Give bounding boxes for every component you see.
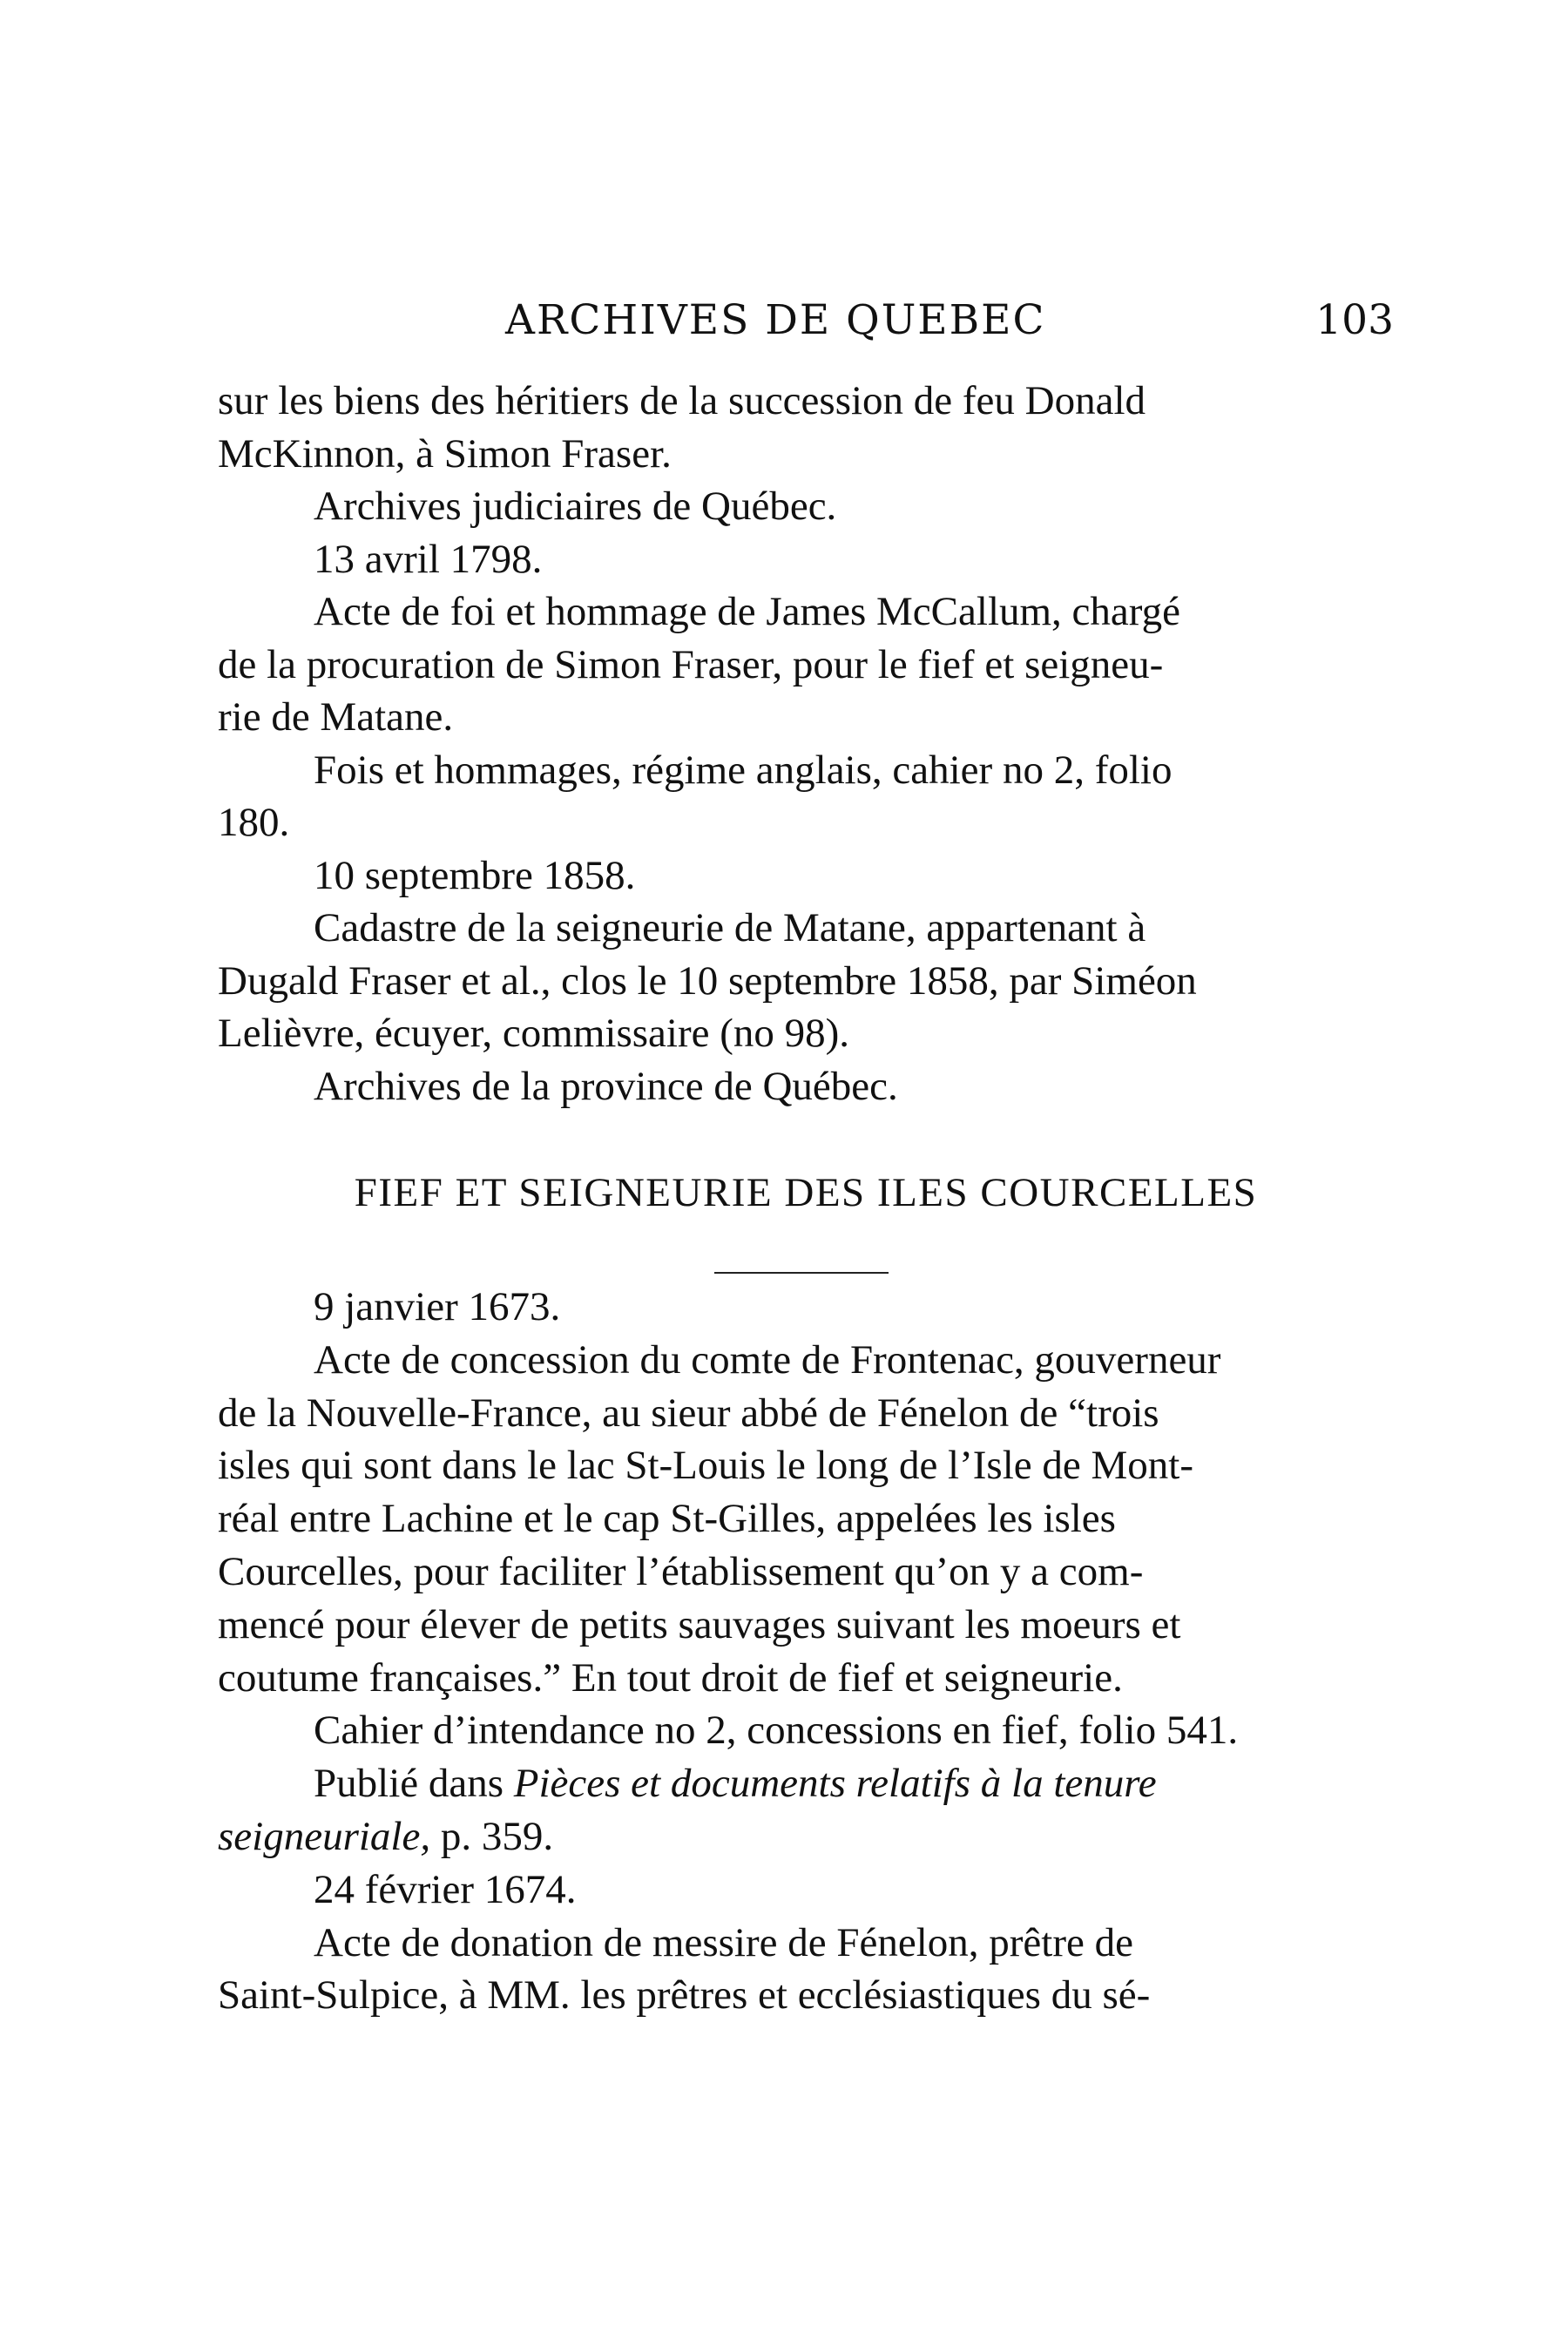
text-line: Acte de concession du comte de Frontenac, gouverneur [314, 1336, 1221, 1383]
text-line: Fois et hommages, régime anglais, cahier no 2, folio [314, 747, 1173, 793]
text-line: de la Nouvelle-France, au sieur abbé de Fénelon de “trois [218, 1390, 1159, 1436]
text-fragment: p. 359. [440, 1813, 554, 1859]
italic-title: Pièces et documents relatifs à la tenure [513, 1761, 1157, 1807]
text-fragment: Publié dans [314, 1761, 504, 1807]
running-header [218, 296, 1394, 357]
text-line: Cahier d’intendance no 2, concessions en fief, folio 541. [314, 1708, 1239, 1754]
text-line: isles qui sont dans le lac St-Louis le long de l’Isle de Mont- [218, 1443, 1193, 1489]
text-line: Saint-Sulpice, à MM. les prêtres et ecclésiastiques du sé- [218, 1972, 1151, 2019]
text-line: rie de Matane. [218, 694, 454, 740]
date-line: 10 septembre 1858. [314, 852, 636, 898]
text-line: Dugald Fraser et al., clos le 10 septembre 1858, par Siméon [218, 957, 1197, 1004]
text-line: mencé pour élever de petits sauvages suivant les moeurs et [218, 1601, 1181, 1647]
text-line: coutume françaises.” En tout droit de fief et seigneurie. [218, 1654, 1123, 1701]
heading-rule [714, 1272, 889, 1274]
section-matane-continued [218, 375, 1394, 1113]
page-number: 103 [1315, 296, 1394, 344]
text-line [218, 1810, 1394, 1863]
date-line: 24 février 1674. [314, 1866, 577, 1912]
section-heading: FIEF ET SEIGNEURIE DES ILES COURCELLES [354, 1170, 1258, 1215]
running-title: ARCHIVES DE QUEBEC [505, 296, 1046, 344]
text-line: sur les biens des héritiers de la succession de feu Donald [218, 378, 1146, 423]
text-line: Acte de foi et hommage de James McCallum, chargé [314, 589, 1180, 634]
date-line: 9 janvier 1673. [314, 1284, 561, 1329]
italic-title: seigneuriale, [218, 1813, 431, 1859]
text-line: Cadastre de la seigneurie de Matane, appartenant à [314, 905, 1146, 950]
text-line: Lelièvre, écuyer, commissaire (no 98). [218, 1011, 850, 1056]
text-line: McKinnon, à Simon Fraser. [218, 430, 672, 477]
text-line: Courcelles, pour faciliter l’établissement qu’on y a com- [218, 1548, 1144, 1594]
text-line: réal entre Lachine et le cap St-Gilles, appelées les isles [218, 1496, 1116, 1542]
date-line: 13 avril 1798. [314, 536, 543, 582]
text-line: Acte de donation de messire de Fénelon, prêtre de [314, 1919, 1133, 1965]
text-line: Archives judiciaires de Québec. [314, 484, 837, 529]
text-line: 180. [218, 800, 290, 845]
section-iles-courcelles [218, 1281, 1394, 2022]
text-line: Archives de la province de Québec. [314, 1063, 898, 1109]
text-line [218, 1757, 1394, 1810]
text-line: de la procuration de Simon Fraser, pour le fief et seigneu- [218, 641, 1164, 687]
